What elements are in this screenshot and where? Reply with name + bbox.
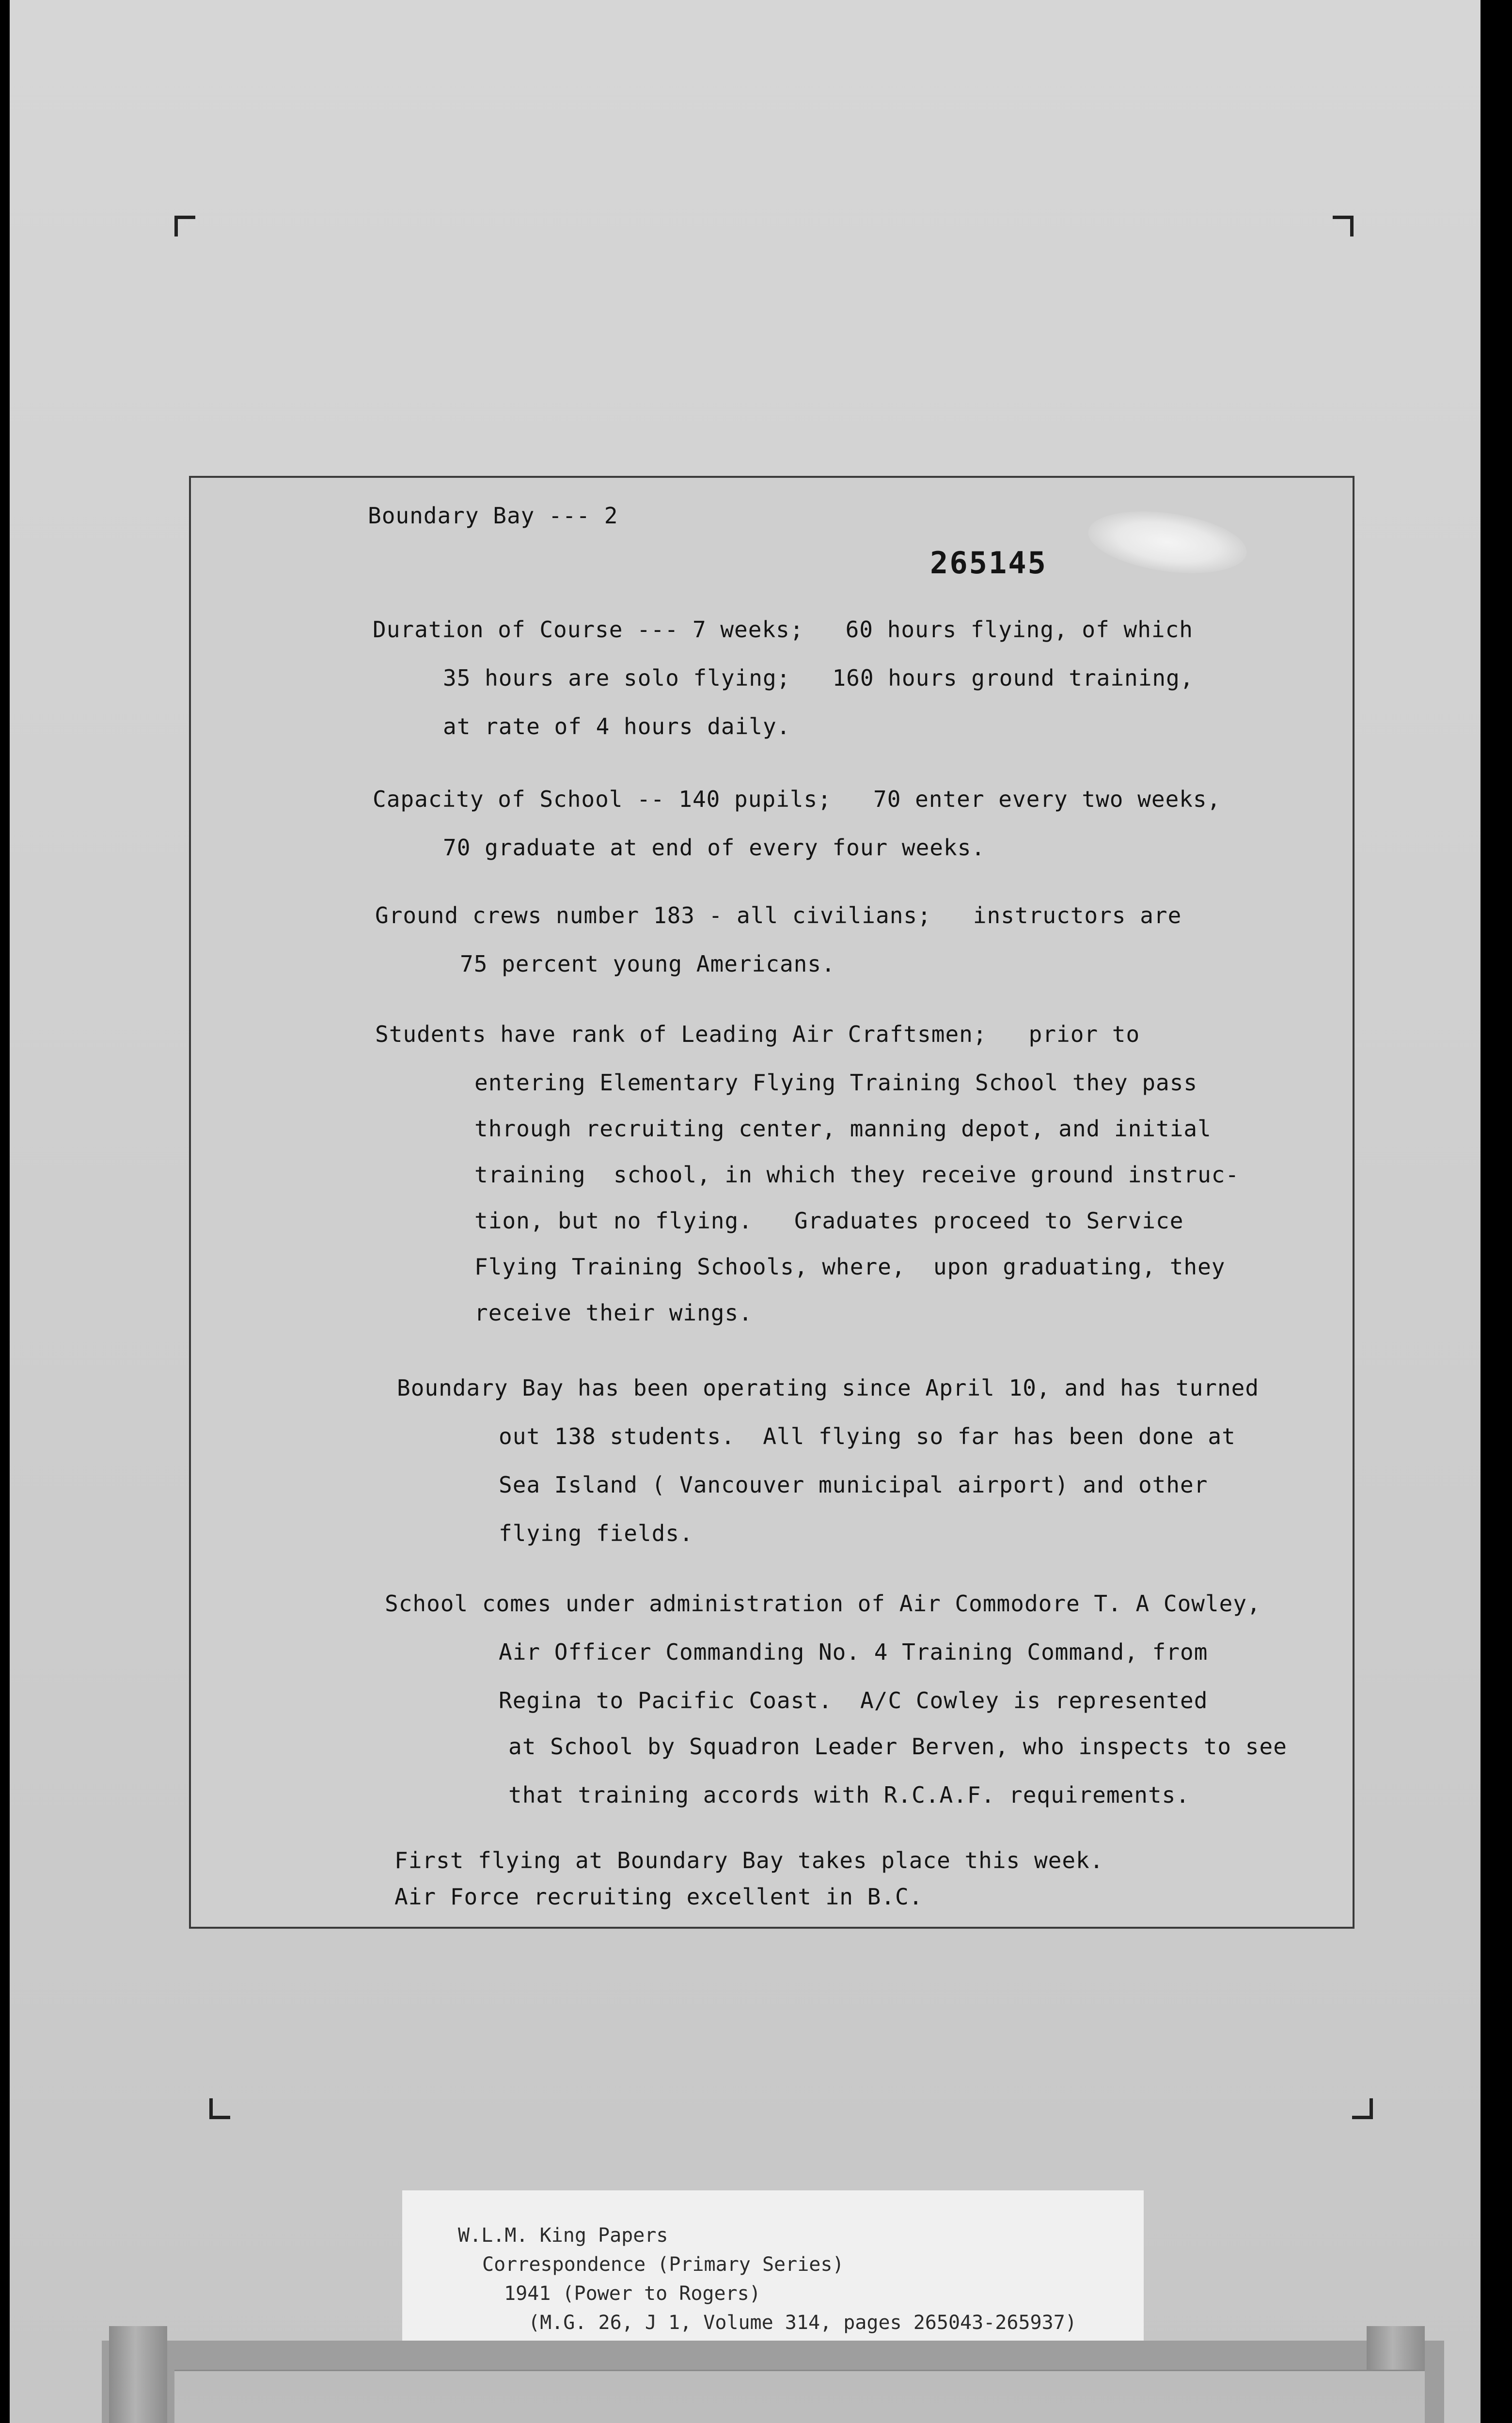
body-line: Capacity of School -- 140 pupils; 70 enter every two weeks,: [373, 786, 1221, 812]
body-line: Air Officer Commanding No. 4 Training Command, from: [499, 1639, 1208, 1665]
paper-smudge: [1084, 503, 1250, 582]
body-line: out 138 students. All flying so far has been done at: [499, 1423, 1236, 1449]
typed-letter-page: [189, 476, 1354, 1929]
document-number: 265145: [930, 545, 1047, 581]
body-line: Boundary Bay has been operating since April 10, and has turned: [397, 1375, 1260, 1401]
crop-mark-top-right: [1333, 216, 1354, 236]
body-line: First flying at Boundary Bay takes place this week.: [394, 1847, 1104, 1873]
body-line: flying fields.: [499, 1520, 693, 1546]
body-line: at School by Squadron Leader Berven, who inspects to see: [508, 1733, 1287, 1760]
citation-line: (M.G. 26, J 1, Volume 314, pages 265043-265937): [528, 2312, 1077, 2334]
body-line: at rate of 4 hours daily.: [443, 713, 791, 739]
body-line: Air Force recruiting excellent in B.C.: [394, 1884, 923, 1910]
archive-stamp: [174, 2370, 1425, 2423]
body-line: Ground crews number 183 - all civilians; instructors are: [375, 902, 1182, 928]
body-line: tion, but no flying. Graduates proceed to Service: [474, 1208, 1184, 1234]
crop-mark-top-left: [174, 216, 195, 236]
body-line: 75 percent young Americans.: [460, 951, 835, 977]
body-line: Sea Island ( Vancouver municipal airport) and other: [499, 1472, 1208, 1498]
tape-strip-left: [109, 2326, 167, 2423]
body-line: 35 hours are solo flying; 160 hours ground training,: [443, 665, 1194, 691]
body-line: entering Elementary Flying Training School they pass: [474, 1070, 1198, 1096]
citation-line: W.L.M. King Papers: [458, 2224, 668, 2247]
citation-line: 1941 (Power to Rogers): [504, 2282, 761, 2305]
body-line: training school, in which they receive ground instruc-: [474, 1162, 1240, 1188]
citation-line: Correspondence (Primary Series): [482, 2253, 844, 2276]
body-line: that training accords with R.C.A.F. requirements.: [508, 1782, 1190, 1808]
body-line: Flying Training Schools, where, upon graduating, they: [474, 1254, 1226, 1280]
body-line: 70 graduate at end of every four weeks.: [443, 834, 986, 861]
letter-header: Boundary Bay --- 2: [368, 503, 618, 529]
crop-mark-bottom-right: [1352, 2098, 1373, 2119]
crop-mark-bottom-left: [209, 2098, 230, 2119]
body-line: through recruiting center, manning depot, and initial: [474, 1116, 1212, 1142]
body-line: Duration of Course --- 7 weeks; 60 hours flying, of which: [373, 616, 1193, 643]
body-line: Regina to Pacific Coast. A/C Cowley is represented: [499, 1687, 1208, 1714]
body-line: School comes under administration of Air Commodore T. A Cowley,: [385, 1590, 1261, 1617]
body-line: Students have rank of Leading Air Craftsmen; prior to: [375, 1021, 1140, 1047]
body-line: receive their wings.: [474, 1300, 753, 1326]
